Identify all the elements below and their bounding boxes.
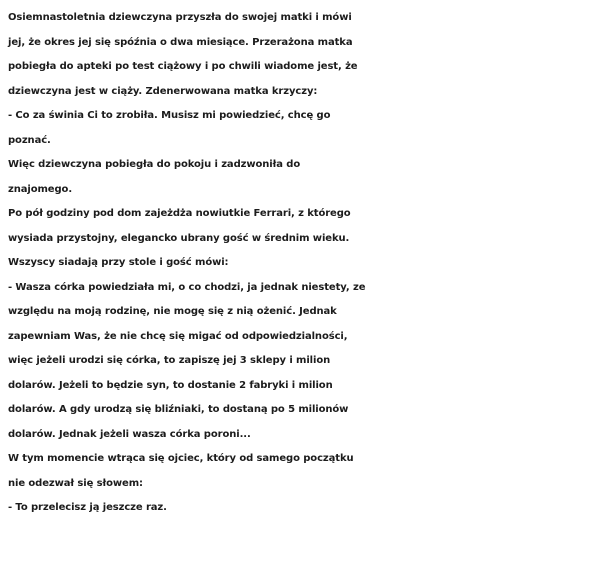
text-line: zapewniam Was, że nie chcę się migać od odpowiedzialności, [8, 330, 348, 342]
text-line: Osiemnastoletnia dziewczyna przyszła do swojej matki i mówi [8, 12, 352, 23]
text-line: Po pół godziny pod dom zajeżdża nowiutkie Ferrari, z którego [8, 208, 351, 219]
text-line: Więc dziewczyna pobiegła do pokoju i zadzwoniła do [8, 159, 301, 170]
text-line: dolarów. Jeżeli to będzie syn, to dostanie 2 fabryki i milion [8, 379, 333, 391]
text-line: dolarów. A gdy urodzą się bliźniaki, to dostaną po 5 milionów [8, 404, 349, 415]
text-line: W tym momencie wtrąca się ojciec, który od samego początku [8, 453, 354, 464]
text-line: wysiada przystojny, elegancko ubrany gość w średnim wieku. [8, 232, 350, 244]
text-line: dolarów. Jednak jeżeli wasza córka poroni... [8, 428, 251, 440]
text-line: poznać. [8, 134, 51, 146]
joke-text-block [8, 6, 598, 521]
text-line: - Co za świnia Ci to zrobiła. Musisz mi powiedzieć, chcę go [8, 110, 331, 121]
text-line: względu na moją rodzinę, nie mogę się z nią ożenić. Jednak [8, 306, 337, 317]
text-line: Wszyscy siadają przy stole i gość mówi: [8, 257, 229, 268]
text-line: nie odezwał się słowem: [8, 477, 143, 489]
text-line: znajomego. [8, 183, 73, 195]
text-line: dziewczyna jest w ciąży. Zdenerwowana matka krzyczy: [8, 85, 318, 97]
text-line: jej, że okres jej się spóźnia o dwa miesiące. Przerażona matka [8, 36, 353, 48]
text-line: - To przelecisz ją jeszcze raz. [8, 502, 167, 513]
text-line: - Wasza córka powiedziała mi, o co chodzi, ja jednak niestety, ze [8, 281, 366, 293]
text-line: więc jeżeli urodzi się córka, to zapiszę jej 3 sklepy i milion [8, 355, 331, 366]
text-line: pobiegła do apteki po test ciążowy i po chwili wiadome jest, że [8, 61, 358, 72]
